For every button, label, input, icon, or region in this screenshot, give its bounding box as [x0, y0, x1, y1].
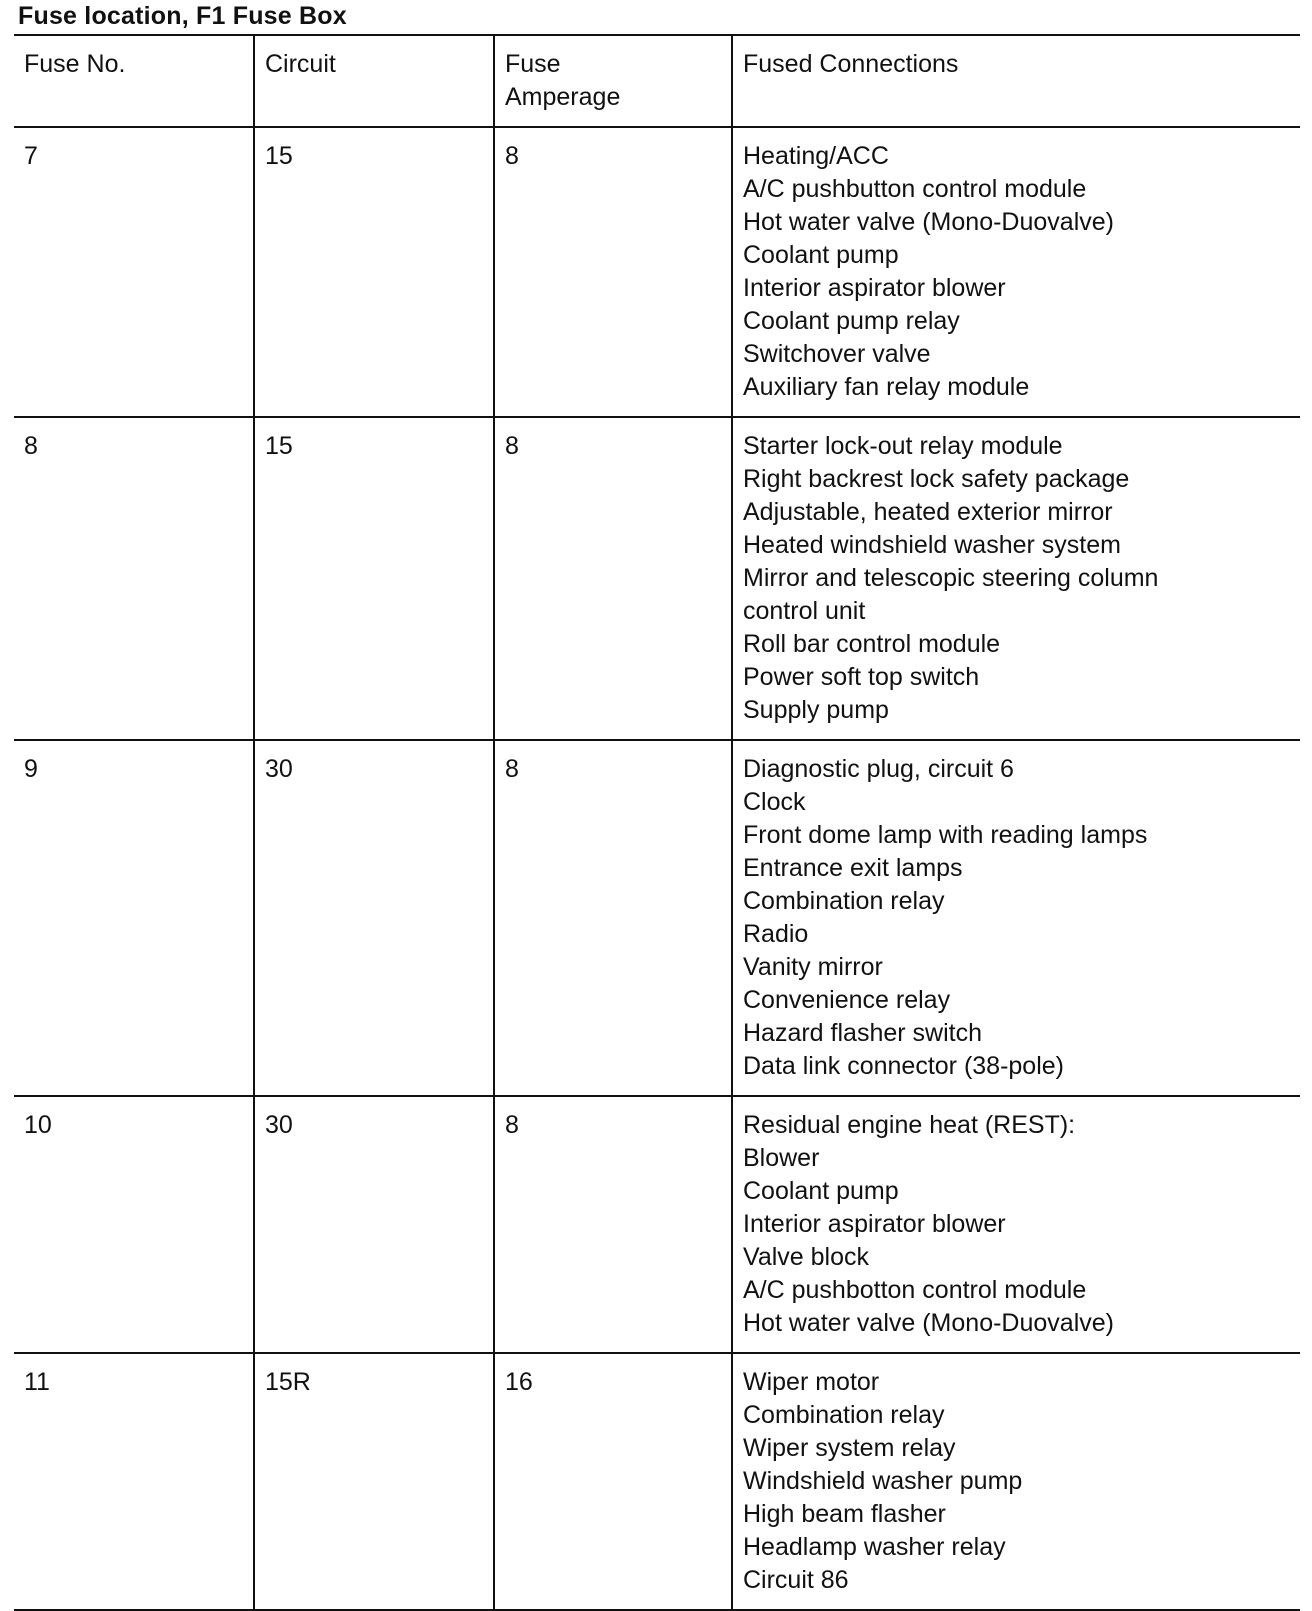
connection-item: Convenience relay [743, 986, 951, 1014]
connection-item: Wiper motor [743, 1368, 880, 1396]
connection-item: Headlamp washer relay [743, 1533, 1006, 1561]
connection-item: Valve block [743, 1243, 869, 1271]
header-fused-connections: Fused Connections [732, 35, 1300, 127]
connection-item: A/C pushbotton control module [743, 1276, 1087, 1304]
connection-list [743, 1109, 1290, 1340]
connection-list [743, 140, 1290, 404]
fuse-table [14, 34, 1300, 1611]
connection-item: control unit [743, 597, 866, 625]
cell-circuit: 30 [254, 740, 494, 1096]
cell-fuse-no: 9 [14, 740, 254, 1096]
connection-item: Diagnostic plug, circuit 6 [743, 755, 1014, 783]
cell-fused-connections [732, 1096, 1300, 1353]
connection-item: Starter lock-out relay module [743, 432, 1063, 460]
connection-item: High beam flasher [743, 1500, 946, 1528]
connection-item: Heated windshield washer system [743, 531, 1121, 559]
connection-item: Clock [743, 788, 806, 816]
connection-item: Vanity mirror [743, 953, 883, 981]
header-fuse-amperage [494, 35, 732, 127]
page-title: Fuse location, F1 Fuse Box [18, 2, 347, 30]
connection-item: Roll bar control module [743, 630, 1001, 658]
connection-item: Interior aspirator blower [743, 274, 1006, 302]
header-fuse-no: Fuse No. [14, 35, 254, 127]
cell-fuse-no: 10 [14, 1096, 254, 1353]
connection-item: Mirror and telescopic steering column [743, 564, 1159, 592]
connection-item: Switchover valve [743, 340, 931, 368]
connection-item: Hot water valve (Mono-Duovalve) [743, 208, 1114, 236]
connection-item: Wiper system relay [743, 1434, 956, 1462]
cell-circuit: 15 [254, 127, 494, 417]
connection-item: Data link connector (38-pole) [743, 1052, 1064, 1080]
connection-item: Hot water valve (Mono-Duovalve) [743, 1309, 1114, 1337]
connection-item: Blower [743, 1144, 820, 1172]
table-row [14, 740, 1300, 1096]
connection-item: Coolant pump [743, 1177, 899, 1205]
connection-item: Supply pump [743, 696, 889, 724]
connection-list [743, 430, 1290, 727]
connection-item: Windshield washer pump [743, 1467, 1023, 1495]
connection-item: Front dome lamp with reading lamps [743, 821, 1148, 849]
cell-circuit: 15 [254, 417, 494, 740]
cell-amperage: 8 [494, 127, 732, 417]
header-circuit: Circuit [254, 35, 494, 127]
cell-fused-connections [732, 740, 1300, 1096]
connection-item: Heating/ACC [743, 142, 889, 170]
table-row [14, 1353, 1300, 1610]
connection-item: Adjustable, heated exterior mirror [743, 498, 1113, 526]
connection-item: Combination relay [743, 1401, 945, 1429]
cell-fuse-no: 11 [14, 1353, 254, 1610]
cell-amperage: 8 [494, 740, 732, 1096]
connection-item: Hazard flasher switch [743, 1019, 982, 1047]
header-amperage-line1: Fuse [505, 50, 561, 78]
connection-item: Right backrest lock safety package [743, 465, 1130, 493]
connection-item: Power soft top switch [743, 663, 980, 691]
cell-fuse-no: 8 [14, 417, 254, 740]
connection-item: Circuit 86 [743, 1566, 849, 1594]
cell-circuit: 15R [254, 1353, 494, 1610]
connection-item: A/C pushbutton control module [743, 175, 1087, 203]
connection-item: Residual engine heat (REST): [743, 1111, 1076, 1139]
connection-item: Interior aspirator blower [743, 1210, 1006, 1238]
cell-fused-connections [732, 1353, 1300, 1610]
cell-fuse-no: 7 [14, 127, 254, 417]
header-amperage-line2: Amperage [505, 83, 621, 111]
connection-item: Entrance exit lamps [743, 854, 963, 882]
table-row [14, 1096, 1300, 1353]
cell-fused-connections [732, 417, 1300, 740]
table-row [14, 417, 1300, 740]
connection-item: Radio [743, 920, 809, 948]
connection-item: Combination relay [743, 887, 945, 915]
cell-amperage: 8 [494, 417, 732, 740]
connection-item: Coolant pump relay [743, 307, 960, 335]
table-row [14, 127, 1300, 417]
connection-item: Coolant pump [743, 241, 899, 269]
cell-amperage: 8 [494, 1096, 732, 1353]
connection-item: Auxiliary fan relay module [743, 373, 1030, 401]
connection-list [743, 753, 1290, 1083]
cell-fused-connections [732, 127, 1300, 417]
header-row [14, 35, 1300, 127]
connection-list [743, 1366, 1290, 1597]
cell-circuit: 30 [254, 1096, 494, 1353]
cell-amperage: 16 [494, 1353, 732, 1610]
